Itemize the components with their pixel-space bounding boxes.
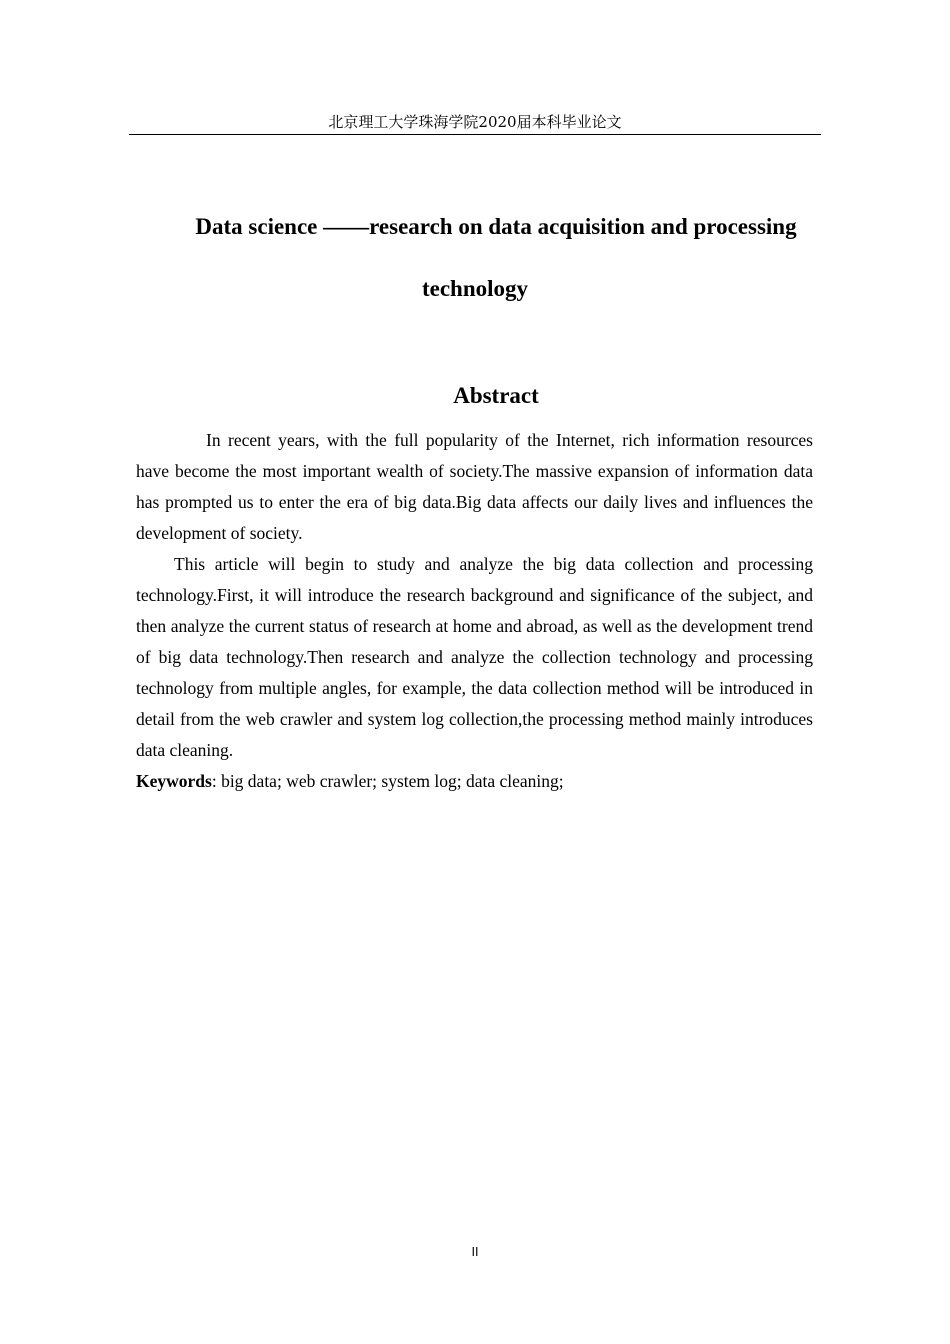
paper-title-line1: Data science ——research on data acquisition and processing [195,214,797,239]
abstract-paragraph-1: In recent years, with the full popularity of the Internet, rich information resources have become the most important wealth of society.The massive expansion of information data has prompted us to enter the era of big data.Big data affects our daily lives and influences the development of society. [136,430,813,543]
abstract-body [136,425,813,797]
paper-title [129,196,821,320]
page-number: II [471,1245,479,1259]
abstract-paragraph-2: This article will begin to study and analyze the big data collection and processing technology.First, it will introduce the research background and significance of the subject, and then analyze the current status of research at home and abroad, as well as the development trend of big data technology.Then research and analyze the collection technology and processing technology from multiple angles, for example, the data collection method will be introduced in detail from the web crawler and system log collection,the processing method mainly introduces data cleaning. [136,554,813,760]
keywords-line [136,766,813,797]
page-header: 北京理工大学珠海学院2020届本科毕业论文 [129,112,821,135]
paper-title-line2: technology [421,276,529,301]
keywords-label: Keywords [136,771,212,791]
abstract-heading: Abstract [453,383,539,408]
keywords-value: : big data; web crawler; system log; data cleaning; [211,771,564,791]
